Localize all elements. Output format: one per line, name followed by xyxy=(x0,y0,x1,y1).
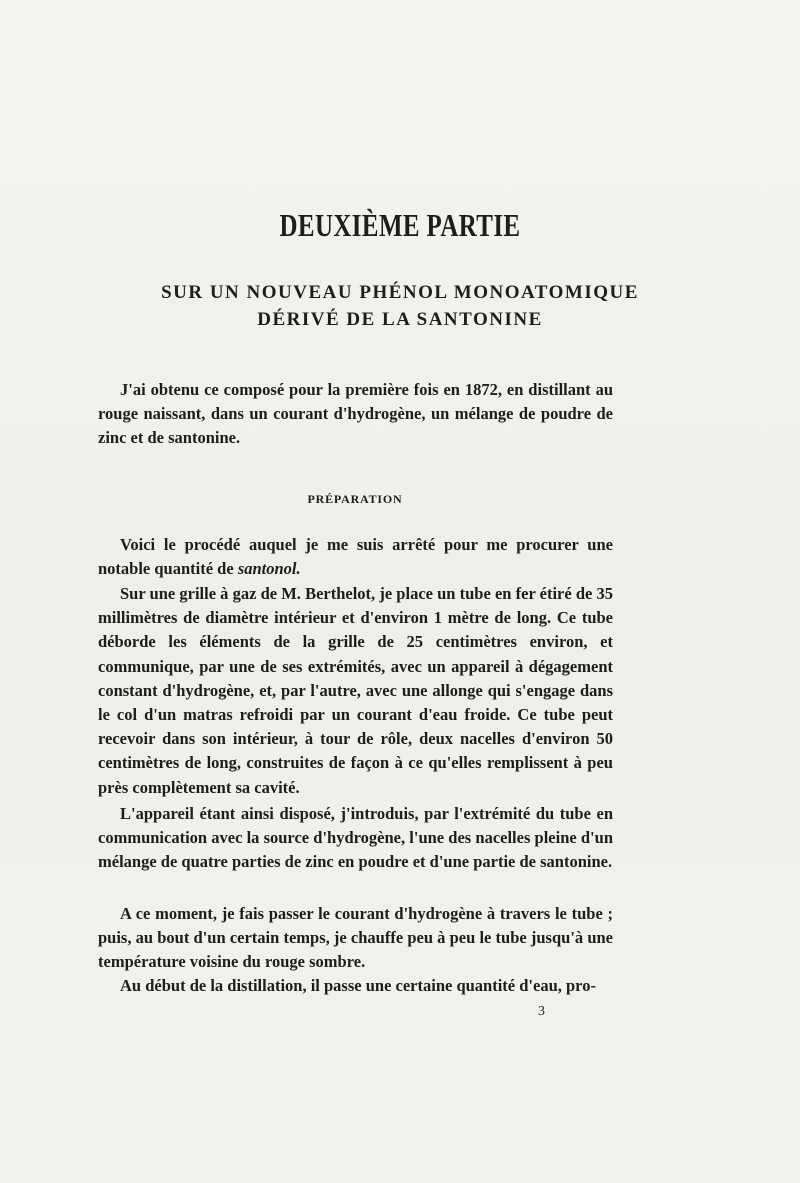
paragraph-2: Sur une grille à gaz de M. Berthelot, je place un tube en fer étiré de 35 millimètres de diamètre intérieur et d'environ 1 mètre de long. Ce tube déborde les éléments de la grille de 25 centimètres environ, et communique, par une de ses extrémités, avec un appareil à dégagement constant d'hydrogène, et, par l'autre, avec une allonge qui s'engage dans le col d'un matras refroidi par un courant d'eau froide. Ce tube peut recevoir dans son intérieur, à tour de rôle, deux nacelles d'environ 50 centimètres de long, construites de façon à ce qu'elles remplissent à peu près complètement sa cavité. xyxy=(98,584,613,797)
paragraph-1-emphasis: santonol. xyxy=(237,559,301,579)
subtitle-line-1: SUR UN NOUVEAU PHÉNOL MONOATOMIQUE xyxy=(161,282,639,303)
paragraph-5: Au début de la distillation, il passe une certaine quantité d'eau, pro- xyxy=(120,976,596,995)
part-title: DEUXIÈME PARTIE xyxy=(279,207,521,243)
paragraph-1 xyxy=(98,533,613,581)
intro-paragraph: J'ai obtenu ce composé pour la première fois en 1872, en distillant au rouge naissant, dans un courant d'hydrogène, un mélange de poudre de zinc et de santonine. xyxy=(98,380,613,448)
page-number: 3 xyxy=(538,1004,545,1019)
paragraph-3: L'appareil étant ainsi disposé, j'introduis, par l'extrémité du tube en communication avec la source d'hydrogène, l'une des nacelles pleine d'un mélange de quatre parties de zinc en poudre et d'une partie de santonine. xyxy=(98,804,613,872)
paragraph-4: A ce moment, je fais passer le courant d'hydrogène à travers le tube ; puis, au bout d'un certain temps, je chauffe peu à peu le tube jusqu'à une température voisine du rouge sombre. xyxy=(98,904,613,972)
paragraph-1-text: Voici le procédé auquel je me suis arrêté pour me procurer une notable quantité de xyxy=(98,535,613,579)
subtitle-line-2: DÉRIVÉ DE LA SANTONINE xyxy=(257,309,543,330)
section-heading: PRÉPARATION xyxy=(307,492,403,506)
